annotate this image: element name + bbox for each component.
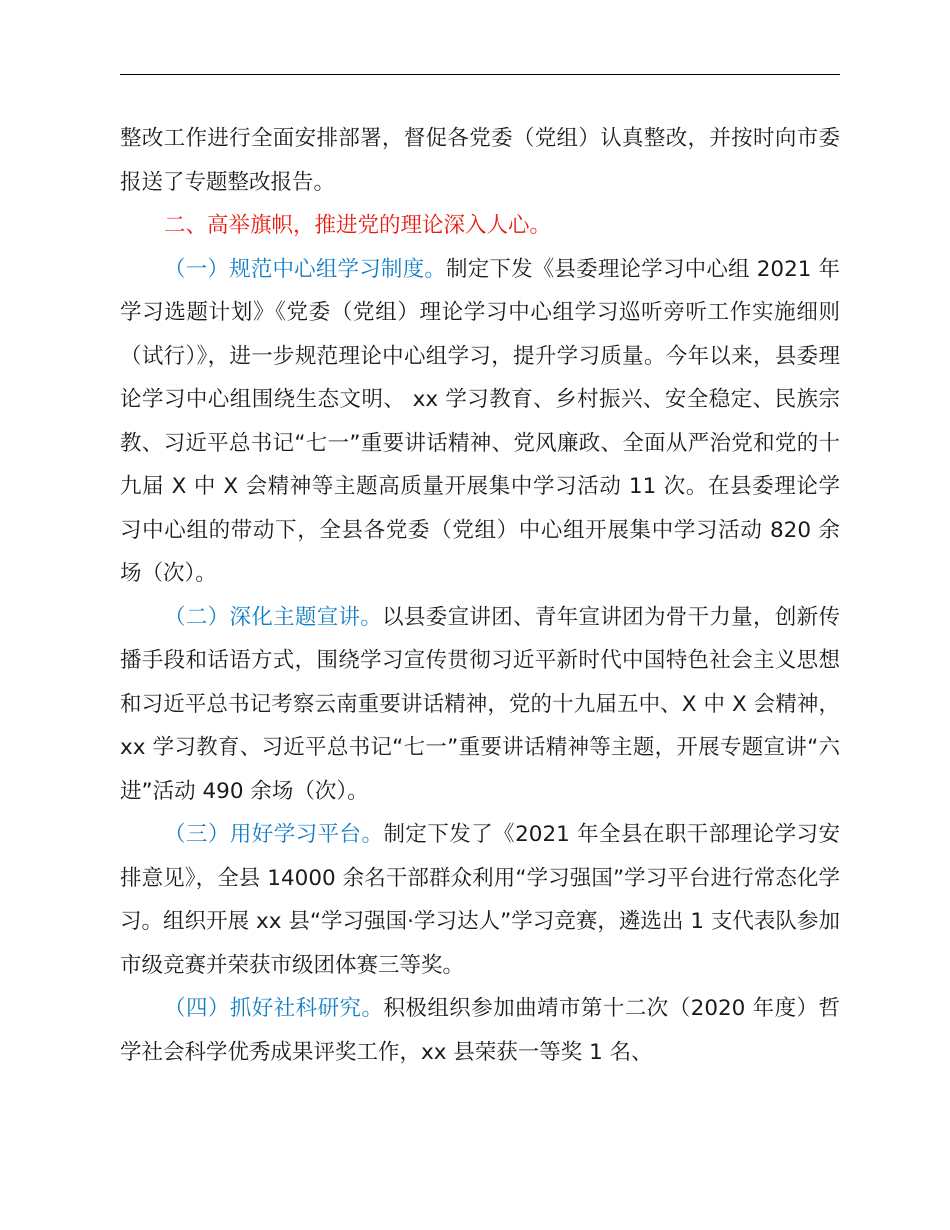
subsection-4-body: 积极组织参加曲靖市第十二次（2020 年度）哲学社会科学优秀成果评奖工作，xx 县荣获一等奖 1 名、 — [120, 996, 840, 1065]
paragraph-intro: 整改工作进行全面安排部署，督促各党委（党组）认真整改，并按时向市委报送了专题整改报告。 — [120, 126, 840, 195]
subsection-2-body: 以县委宣讲团、青年宣讲团为骨干力量，创新传播手段和话语方式，围绕学习宣传贯彻习近平新时代中国特色社会主义思想和习近平总书记考察云南重要讲话精神，党的十九届五中、X 中 X 会精神，xx 学习教育、习近平总书记“七一”重要讲话精神等主题，开展专题宣讲“六进”活动 490 余场（次）。 — [120, 604, 840, 804]
subsection-3-heading: （三）用好学习平台。 — [164, 822, 384, 847]
subsection-1-heading: （一）规范中心组学习制度。 — [164, 256, 447, 282]
subsection-4 — [120, 987, 840, 1074]
section-heading-2: 二、高举旗帜，推进党的理论深入人心。 — [164, 213, 552, 238]
subsection-4-heading: （四）抓好社科研究。 — [164, 996, 384, 1021]
header-rule — [120, 74, 840, 75]
subsection-1 — [120, 248, 840, 596]
document-body — [120, 117, 840, 1074]
subsection-1-body: 制定下发《县委理论学习中心组 2021 年学习选题计划》《党委（党组）理论学习中心组学习巡听旁听工作实施细则（试行）》，进一步规范理论中心组学习，提升学习质量。今年以来，县委理论学习中心组围绕生态文明、 xx 学习教育、乡村振兴、安全稳定、民族宗教、习近平总书记“七一”重要讲话精神、党风廉政、全面从严治党和党的十九届 X 中 X 会精神等主题高质量开展集中学习活动 11 次。在县委理论学习中心组的带动下，全县各党委（党组）中心组开展集中学习活动 820 余场（次）。 — [120, 256, 840, 586]
subsection-3 — [120, 813, 840, 987]
subsection-3-body: 制定下发了《2021 年全县在职干部理论学习安排意见》，全县 14000 余名干部群众利用“学习强国”学习平台进行常态化学习。组织开展 xx 县“学习强国·学习达人”学习竞赛，遴选出 1 支代表队参加市级竞赛并荣获市级团体赛三等奖。 — [120, 822, 840, 978]
subsection-2 — [120, 596, 840, 814]
subsection-2-heading: （二）深化主题宣讲。 — [164, 604, 383, 630]
